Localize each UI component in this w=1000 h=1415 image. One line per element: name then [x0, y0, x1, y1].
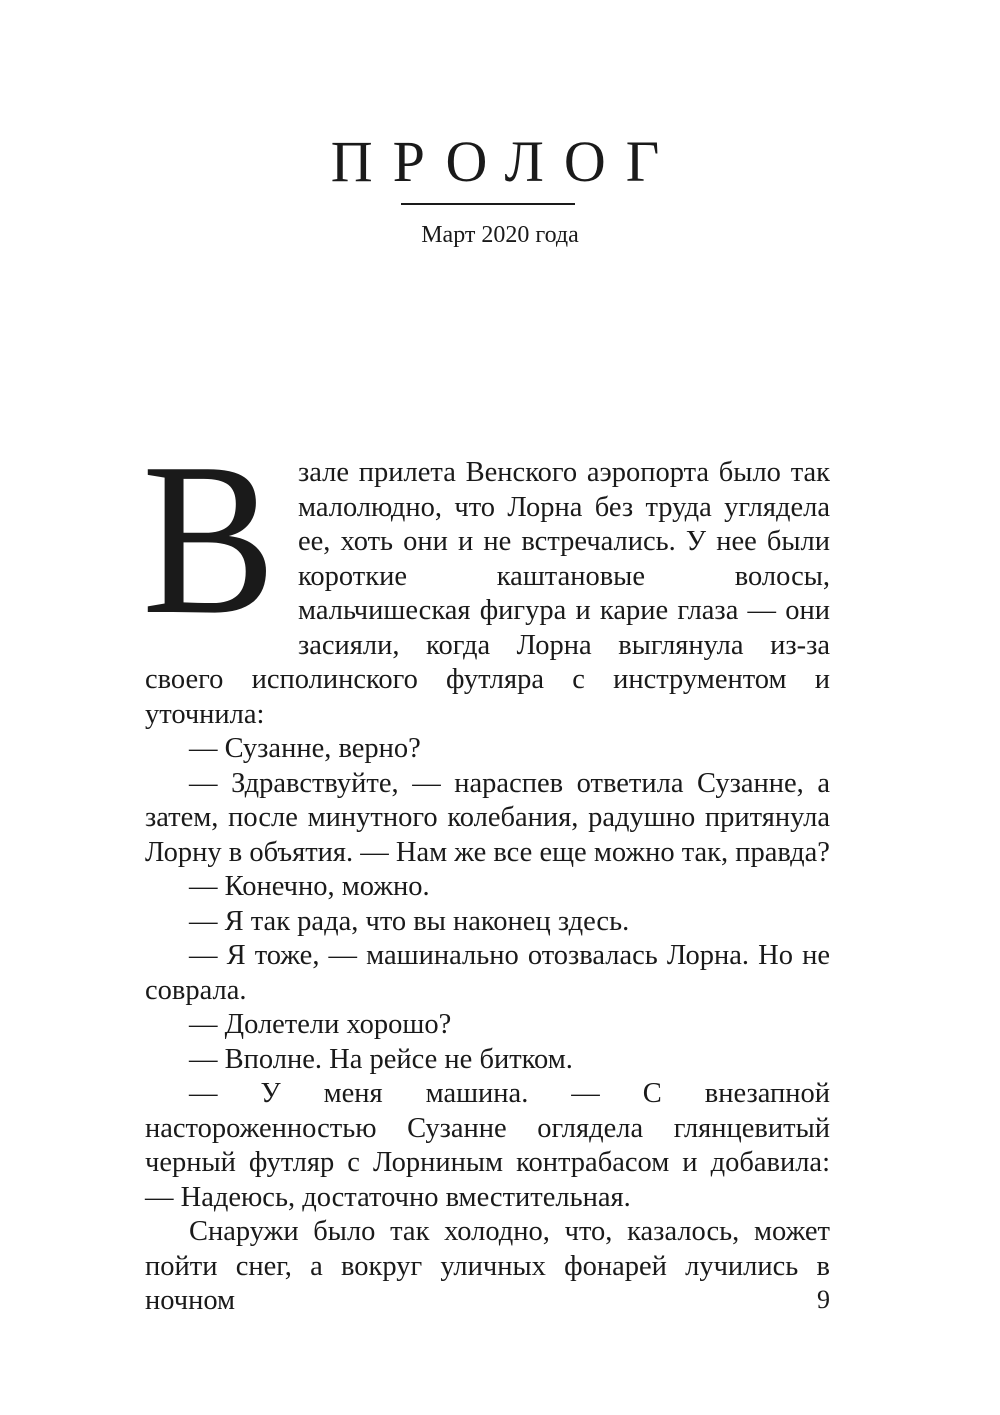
drop-cap: В [142, 419, 276, 660]
paragraph: — Вполне. На рейсе не битком. [189, 1043, 573, 1075]
chapter-title: ПРОЛОГ [330, 129, 680, 194]
paragraph: Снаружи было так холодно, что, казалось, может пойти снег, а вокруг уличных фонарей лучились в ночном [145, 1216, 830, 1316]
paragraph: — Я тоже, — машинально отозвалась Лорна. Но не соврала. [145, 940, 830, 1006]
paragraph-opening [142, 419, 830, 732]
paragraph: — У меня машина. — С внезапной настороженностью Сузанне оглядела глянцевитый черный футляр с Лорниным контрабасом и добавила: — Надеюсь, достаточно вместительная. [145, 1078, 830, 1213]
paragraph-text: зале прилета Венского аэропорта было так малолюдно, что Лорна без труда углядела ее, хоть они и не встречались. У нее были короткие каштановые волосы, мальчишеская фигура и карие глаза — они засияли, когда Лорна выглянула из-за своего исполинского футляра с инструментом и уточнила: [145, 457, 830, 730]
body-text [142, 419, 830, 1319]
chapter-date: Март 2020 года [421, 222, 579, 248]
page-number: 9 [817, 1285, 830, 1314]
title-divider [401, 203, 575, 205]
paragraph: — Здравствуйте, — нараспев ответила Сузанне, а затем, после минутного колебания, радушно притянула Лорну в объятия. — Нам же все еще можно так, правда? [145, 767, 830, 868]
paragraph: — Сузанне, верно? [189, 733, 421, 764]
paragraph: — Я так рада, что вы наконец здесь. [189, 905, 630, 937]
paragraph: — Долетели хорошо? [189, 1009, 452, 1040]
paragraph: — Конечно, можно. [189, 871, 430, 902]
